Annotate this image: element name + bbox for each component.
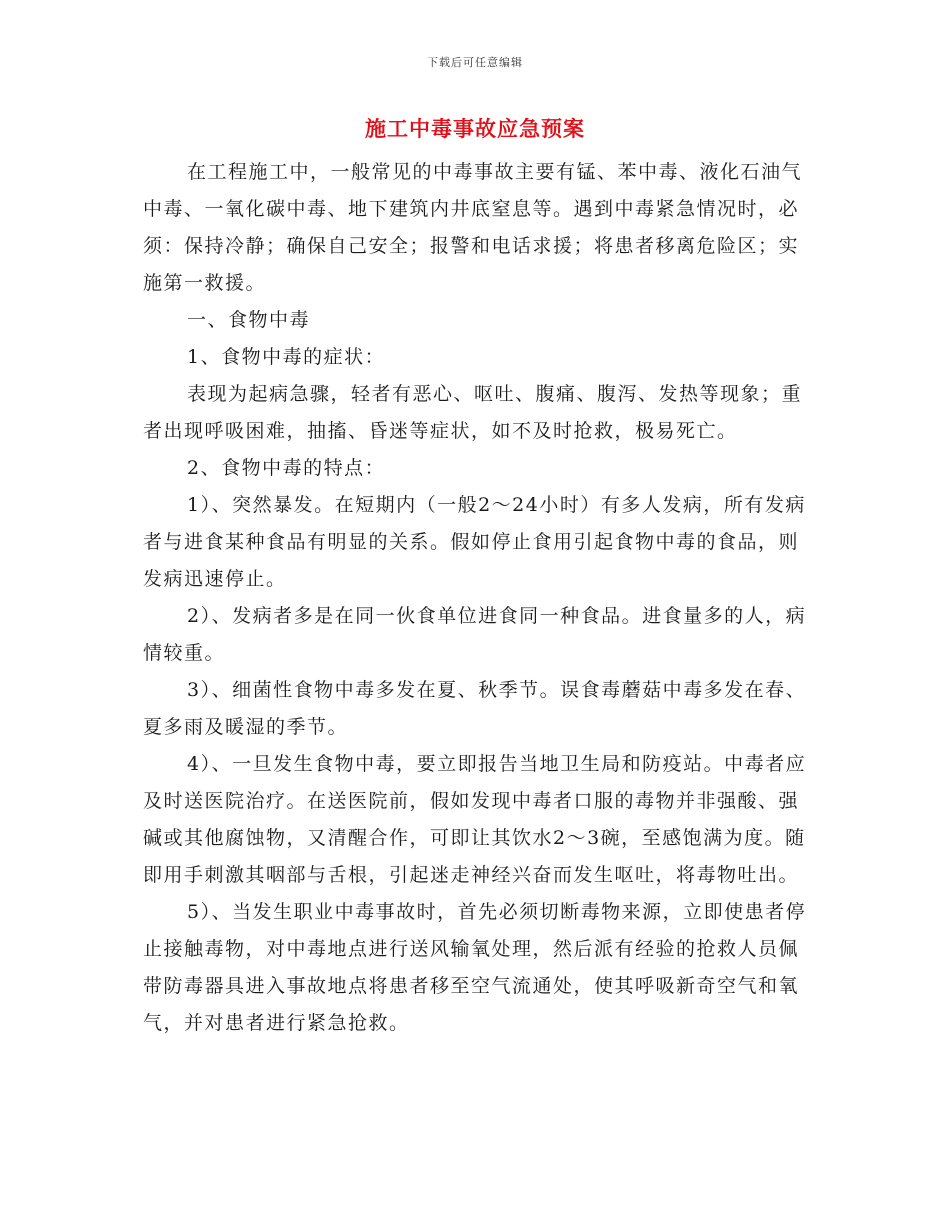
characteristic-item-3: 3）、细菌性食物中毒多发在夏、秋季节。误食毒蘑菇中毒多发在春、夏多雨及暖湿的季节。 xyxy=(143,679,807,738)
symptoms-paragraph: 表现为起病急骤，轻者有恶心、呕吐、腹痛、腹泻、发热等现象；重者出现呼吸困难，抽搐、昏迷等症状，如不及时抢救，极易死亡。 xyxy=(143,383,803,442)
characteristic-item-4: 4）、一旦发生食物中毒，要立即报告当地卫生局和防疫站。中毒者应及时送医院治疗。在送医院前，假如发现中毒者口服的毒物并非强酸、强碱或其他腐蚀物，又清醒合作，可即让其饮水2～3碗，至感饱满为度。随即用手刺激其咽部与舌根，引起迷走神经兴奋而发生呕吐，将毒物吐出。 xyxy=(143,753,807,886)
subheading-symptoms: 1、食物中毒的症状： xyxy=(187,346,386,368)
characteristic-item-5: 5）、当发生职业中毒事故时，首先必须切断毒物来源，立即使患者停止接触毒物，对中毒地点进行送风输氧处理，然后派有经验的抢救人员佩带防毒器具进入事故地点将患者移至空气流通处，使其呼吸新奇空气和氧气，并对患者进行紧急抢救。 xyxy=(143,901,807,1034)
document-title: 施工中毒事故应急预案 xyxy=(365,116,585,141)
document-body xyxy=(143,154,813,1042)
intro-paragraph: 在工程施工中，一般常见的中毒事故主要有锰、苯中毒、液化石油气中毒、一氧化碳中毒、地下建筑内井底窒息等。遇到中毒紧急情况时，必须：保持冷静；确保自己安全；报警和电话求援；将患者移离危险区；实施第一救援。 xyxy=(143,161,803,294)
characteristic-item-2: 2）、发病者多是在同一伙食单位进食同一种食品。进食量多的人，病情较重。 xyxy=(143,605,807,664)
header-note: 下载后可任意编辑 xyxy=(427,56,523,69)
characteristic-item-1: 1）、突然暴发。在短期内（一般2～24小时）有多人发病，所有发病者与进食某种食品有明显的关系。假如停止食用引起食物中毒的食品，则发病迅速停止。 xyxy=(143,494,806,590)
subheading-characteristics: 2、食物中毒的特点： xyxy=(187,457,386,479)
section-heading-food-poisoning: 一、食物中毒 xyxy=(187,309,311,331)
